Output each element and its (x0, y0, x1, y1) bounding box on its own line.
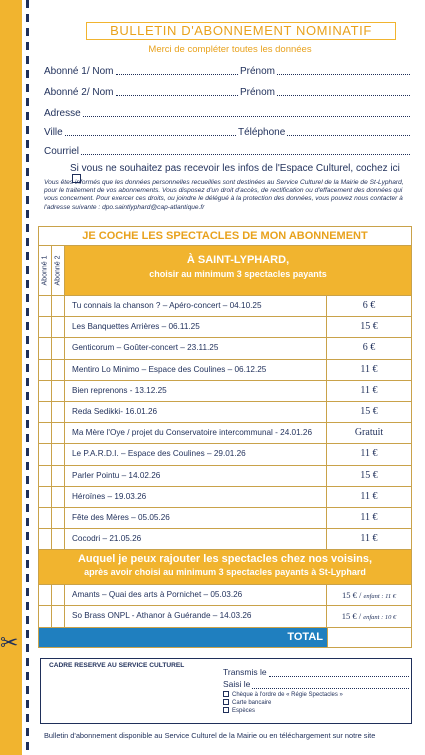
table-row (39, 381, 411, 402)
subscription-grid (38, 226, 412, 648)
abonne1-checkbox[interactable] (39, 508, 52, 528)
table-row (39, 466, 411, 487)
city-field[interactable] (44, 127, 238, 138)
region-title: À SAINT-LYPHARD, (186, 254, 290, 266)
abonne2-firstname-field[interactable] (240, 87, 412, 98)
abonne2-checkbox[interactable] (52, 360, 65, 380)
abonne2-checkbox[interactable] (52, 585, 65, 605)
total-row (39, 628, 411, 647)
cash-checkbox[interactable] (223, 707, 229, 713)
abonne2-checkbox[interactable] (52, 444, 65, 464)
abonne1-checkbox[interactable] (39, 444, 52, 464)
privacy-notice: Vous êtes informés que les données personnelles recueillies sont destinées au Service Culturel de la Mairie de St-Lyphard, pour le traitement de vos abonnements. Vous disposez d'un droit d'accès, de rectification ou d'effacement des données qui vous concernent. Pour exercer ces droits, ou joindre le délégué à la protection des données, vous pouvez nous contacter à l'adresse suivante : dpo.saintlyphard@cap-atlantique.fr (44, 179, 404, 211)
abonne2-checkbox[interactable] (52, 381, 65, 401)
table-row (39, 360, 411, 381)
page-title: BULLETIN D'ABONNEMENT NOMINATIF (86, 22, 396, 40)
show-name: Cocodri – 21.05.26 (65, 529, 327, 549)
abonne1-checkbox[interactable] (39, 606, 52, 626)
total-label: TOTAL (39, 628, 327, 647)
show-name: Les Banquettes Arrières – 06.11.25 (65, 317, 327, 337)
show-price (327, 585, 411, 605)
abonne1-label: Abonné 1/ Nom (44, 66, 114, 77)
show-price: 11 € (360, 363, 378, 375)
show-name: Bien reprenons - 13.12.25 (65, 381, 327, 401)
show-price: Gratuit (354, 427, 384, 439)
show-price: 11 € (360, 384, 378, 396)
cut-line (26, 0, 29, 755)
show-price: 15 € (360, 469, 378, 481)
reserved-label: CADRE RESERVE AU SERVICE CULTUREL (49, 662, 185, 669)
prenom1-label: Prénom (240, 66, 276, 77)
show-price: 11 € (360, 511, 378, 523)
show-price: 15 € (360, 321, 378, 333)
table-row (39, 444, 411, 465)
city-label: Ville (44, 127, 63, 138)
table-row (39, 317, 411, 338)
region-subtitle: choisir au minimum 3 spectacles payants (149, 269, 327, 279)
child-price: enfant : 11 € (363, 593, 397, 601)
optout-text: Si vous ne souhaitez pas recevoir les infos de l'Espace Culturel, cochez ici (70, 163, 400, 174)
abonne1-checkbox[interactable] (39, 466, 52, 486)
show-name: Amants – Quai des arts à Pornichet – 05.03.26 (65, 585, 327, 605)
email-field[interactable] (44, 146, 412, 157)
table-row (39, 296, 411, 317)
show-name: Ma Mère l'Oye / projet du Conservatoire intercommunal - 24.01.26 (65, 423, 327, 443)
table-row (39, 338, 411, 359)
adult-price: 15 € / (341, 590, 362, 601)
abonne1-checkbox[interactable] (39, 529, 52, 549)
abonne1-checkbox[interactable] (39, 585, 52, 605)
show-name: Reda Sedikki- 16.01.26 (65, 402, 327, 422)
abonne2-checkbox[interactable] (52, 529, 65, 549)
abonne2-label: Abonné 2/ Nom (44, 87, 114, 98)
show-price: 11 € (360, 448, 378, 460)
abonne2-checkbox[interactable] (52, 508, 65, 528)
abonne2-checkbox[interactable] (52, 296, 65, 316)
table-row (39, 606, 411, 627)
footer-note: Bulletin d'abonnement disponible au Service Culturel de la Mairie ou en téléchargement sur notre site (44, 731, 376, 740)
abonne2-checkbox[interactable] (52, 487, 65, 507)
subtitle: Merci de compléter toutes les données (148, 44, 312, 55)
email-label: Courriel (44, 146, 80, 157)
abonne1-checkbox[interactable] (39, 296, 52, 316)
abonne1-name-field[interactable] (44, 66, 240, 77)
show-price (327, 606, 411, 626)
scissors-icon: ✂ (0, 630, 19, 655)
abonne2-checkbox[interactable] (52, 402, 65, 422)
neighbors-subtitle: après avoir choisi au minimum 3 spectacles payants à St-Lyphard (84, 567, 366, 578)
child-price: enfant : 10 € (363, 614, 397, 622)
reserved-fields (223, 667, 409, 714)
abonne1-checkbox[interactable] (39, 402, 52, 422)
show-price: 11 € (360, 490, 378, 502)
grid-subheader (39, 246, 411, 296)
show-name: Parler Pointu – 14.02.26 (65, 466, 327, 486)
show-name: Héroïnes – 19.03.26 (65, 487, 327, 507)
show-price: 6 € (362, 300, 376, 311)
show-name: Genticorum – Goûter-concert – 23.11.25 (65, 338, 327, 358)
table-row (39, 487, 411, 508)
abonne1-checkbox[interactable] (39, 487, 52, 507)
table-row (39, 585, 411, 606)
neighbors-banner (39, 550, 411, 585)
show-price: 6 € (362, 342, 376, 354)
transmis-line: Transmis le (223, 667, 409, 677)
abonne1-checkbox[interactable] (39, 317, 52, 337)
payment-cheque: Chèque à l'ordre de « Régie Spectacles » (223, 691, 409, 698)
show-name: Le P.A.R.D.I. – Espace des Coulines – 29.01.26 (65, 444, 327, 464)
abonne2-checkbox[interactable] (52, 606, 65, 626)
grid-header: JE COCHE LES SPECTACLES DE MON ABONNEMENT (39, 227, 411, 246)
address-label: Adresse (44, 108, 81, 119)
table-row (39, 508, 411, 529)
show-price: 15 € (360, 405, 378, 417)
table-row (39, 529, 411, 550)
address-field[interactable] (44, 108, 412, 119)
saisi-line: Saisi le (223, 679, 409, 689)
abonne2-checkbox[interactable] (52, 317, 65, 337)
abonne2-checkbox[interactable] (52, 466, 65, 486)
prenom2-label: Prénom (240, 87, 276, 98)
saint-lyphard-banner (65, 246, 411, 295)
abonne1-checkbox[interactable] (39, 360, 52, 380)
show-name: Fête des Mères – 05.05.26 (65, 508, 327, 528)
cheque-checkbox[interactable] (223, 691, 229, 697)
abonne1-checkbox[interactable] (39, 338, 52, 358)
card-checkbox[interactable] (223, 699, 229, 705)
col-abonne1: Abonné 1 (39, 246, 52, 295)
payment-card: Carte bancaire (223, 699, 409, 706)
table-row (39, 402, 411, 423)
payment-cash: Espèces (223, 707, 409, 714)
abonne2-checkbox[interactable] (52, 423, 65, 443)
abonne1-checkbox[interactable] (39, 423, 52, 443)
abonne1-firstname-field[interactable] (240, 66, 412, 77)
show-name: Tu connais la chanson ? – Apéro-concert – 04.10.25 (65, 296, 327, 316)
abonne1-checkbox[interactable] (39, 381, 52, 401)
show-name: So Brass ONPL - Athanor à Guérande – 14.03.26 (65, 606, 327, 626)
adult-price: 15 € / (341, 611, 362, 622)
abonne2-checkbox[interactable] (52, 338, 65, 358)
table-row (39, 423, 411, 444)
neighbors-title: Auquel je peux rajouter les spectacles chez nos voisins, (77, 553, 373, 566)
total-value-box[interactable] (327, 628, 411, 647)
reserved-box (40, 658, 412, 724)
phone-label: Téléphone (238, 127, 286, 138)
col-abonne2: Abonné 2 (52, 246, 65, 295)
abonne2-name-field[interactable] (44, 87, 240, 98)
show-name: Mentiro Lo Minimo – Espace des Coulines – 06.12.25 (65, 360, 327, 380)
show-price: 11 € (360, 533, 378, 545)
phone-field[interactable] (238, 127, 412, 138)
